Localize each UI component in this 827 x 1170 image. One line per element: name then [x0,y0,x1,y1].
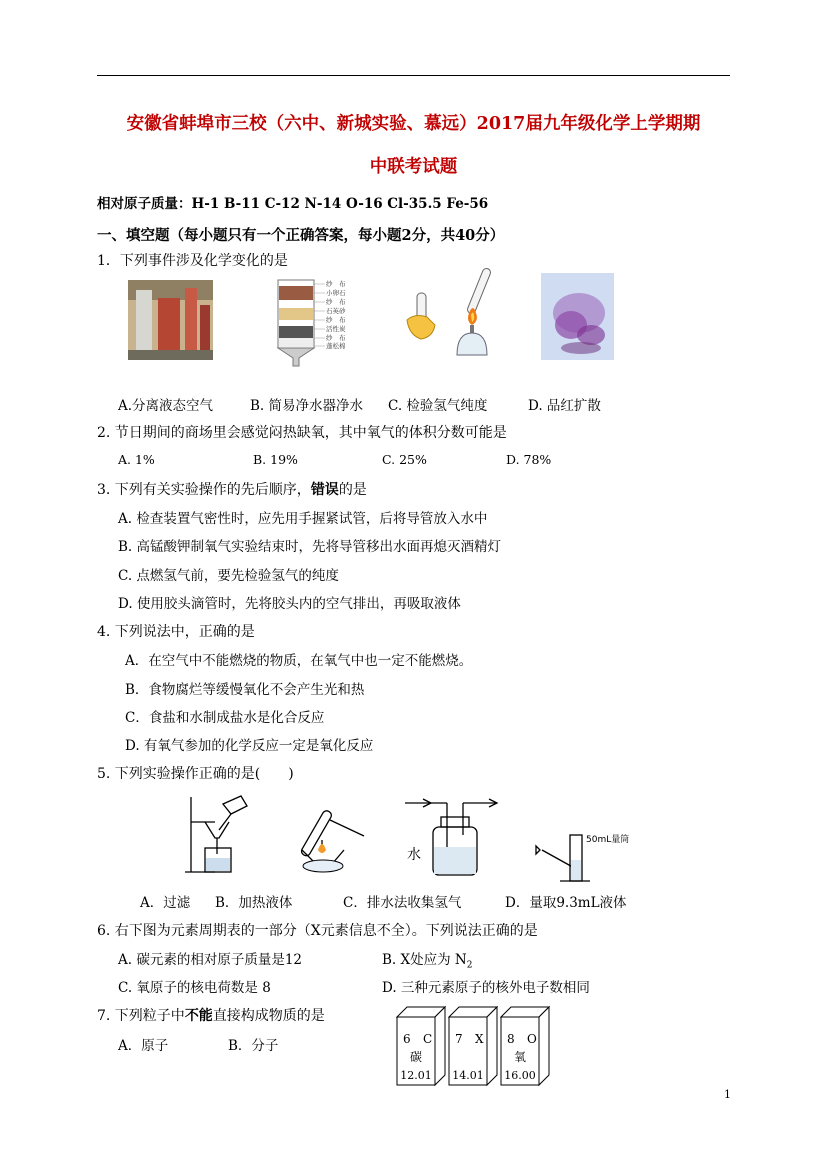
atomic-masses: 相对原子质量：H-1 B-11 C-12 N-14 O-16 Cl-35.5 Fe-56 [97,196,489,212]
filter-label: 小卵石 [326,289,346,297]
q5-option-d: D．量取9.3mL液体 [505,895,627,911]
dye-diffusion-photo [541,273,614,360]
graduated-cylinder [530,830,640,885]
filter-label: 纱 布 [326,334,346,342]
element-number: 8 [507,1032,515,1046]
filter-label: 纱 布 [326,298,346,306]
section-heading: 一、填空题（每小题只有一个正确答案，每小题2分，共40分） [97,227,505,244]
q1-option-b: B. 简易净水器净水 [250,398,364,414]
q4-option-b: B．食物腐烂等缓慢氧化不会产生光和热 [125,682,365,698]
q2-option-d: D. 78% [506,452,552,467]
q5-option-b: B．加热液体 [215,895,293,911]
water-label: 水 [407,847,421,863]
water-filter-diagram [275,278,365,368]
q3-option-a: A. 检查装置气密性时，应先用手握紧试管，后将导管放入水中 [118,511,488,527]
q4-option-a: A．在空气中不能燃烧的物质，在氧气中也一定不能燃烧。 [125,653,473,669]
q3-stem [97,479,367,499]
q1-option-a: A.分离液态空气 [118,398,214,414]
q7-stem-emphasis: 不能 [184,1008,213,1024]
q4-option-c: C．食盐和水制成盐水是化合反应 [125,710,325,726]
element-number: 7 [455,1032,463,1046]
q2-option-b: B. 19% [253,452,298,467]
filter-label: 纱 布 [326,316,346,324]
q4-option-d: D. 有氧气参加的化学反应一定是氧化反应 [125,738,374,754]
q6-option-c: C. 氧原子的核电荷数是 8 [118,980,271,996]
q5-option-a: A．过滤 [140,895,191,911]
element-symbol: X [475,1032,484,1046]
q3-stem-pre: 3. 下列有关实验操作的先后顺序， [97,482,311,498]
q7-option-b: B．分子 [228,1038,279,1054]
filter-label: 活性炭 [326,325,346,333]
q6-option-d: D. 三种元素原子的核外电子数相同 [382,980,590,996]
q2-option-c: C. 25% [382,452,427,467]
page-title-line2: 中联考试题 [369,157,458,177]
element-mass: 14.01 [452,1069,484,1082]
element-mass: 16.00 [504,1069,536,1082]
filter-label: 纱 布 [326,280,346,288]
q6-stem: 6. 右下图为元素周期表的一部分（X元素信息不全）。下列说法正确的是 [97,923,538,939]
q6-option-b-text: B. X处应为 N [382,952,467,968]
element-symbol: O [527,1032,537,1046]
cylinder-label: 50mL量筒 [586,835,630,845]
q3-stem-post: 的是 [338,482,367,498]
filter-label: 石英砂 [326,307,346,315]
q2-option-a: A. 1% [118,452,155,467]
q3-stem-emphasis: 错误 [310,482,339,498]
q2-stem: 2. 节日期间的商场里会感觉闷热缺氧，其中氧气的体积分数可能是 [97,425,507,441]
q7-stem-pre: 7. 下列粒子中 [97,1008,185,1024]
q6-option-a: A. 碳元素的相对原子质量是12 [118,952,303,968]
q1-stem: 1．下列事件涉及化学变化的是 [97,253,288,269]
q1-option-d: D. 品红扩散 [528,398,601,414]
page-title-line1: 安徽省蚌埠市三校（六中、新城实验、慕远）2017届九年级化学上学期期 [126,114,701,134]
element-symbol: C [423,1032,433,1046]
element-mass: 12.01 [400,1069,432,1082]
q5-stem: 5. 下列实验操作正确的是( ) [97,766,294,782]
q1-option-c: C. 检验氢气纯度 [388,398,488,414]
element-number: 6 [403,1032,411,1046]
q3-option-c: C. 点燃氢气前，要先检验氢气的纯度 [118,568,339,584]
filter-label: 蓬松棉 [326,342,346,350]
filtration-apparatus [185,792,265,877]
q4-stem: 4. 下列说法中，正确的是 [97,624,255,640]
heating-liquid-apparatus [290,790,370,875]
q7-option-a: A．原子 [118,1038,169,1054]
element-name: 氧 [513,1050,527,1064]
q3-option-d: D. 使用胶头滴管时，先将胶头内的空气排出，再吸取液体 [118,596,461,612]
q5-option-c: C．排水法收集氢气 [343,895,462,911]
q6-option-b-subscript: 2 [466,960,473,971]
air-separation-plant-photo [128,280,213,360]
element-name: 碳 [409,1050,423,1064]
header-rule [97,75,730,76]
periodic-table-fragment [393,1003,558,1088]
q6-option-b [382,948,472,971]
q7-stem [97,1005,325,1025]
page-number: 1 [724,1088,731,1101]
q3-option-b: B. 高锰酸钾制氧气实验结束时，先将导管移出水面再熄灭酒精灯 [118,539,502,555]
gas-collection-bottle [405,795,500,880]
hydrogen-purity-test-illustration [405,265,505,360]
q7-stem-post: 直接构成物质的是 [212,1008,325,1024]
